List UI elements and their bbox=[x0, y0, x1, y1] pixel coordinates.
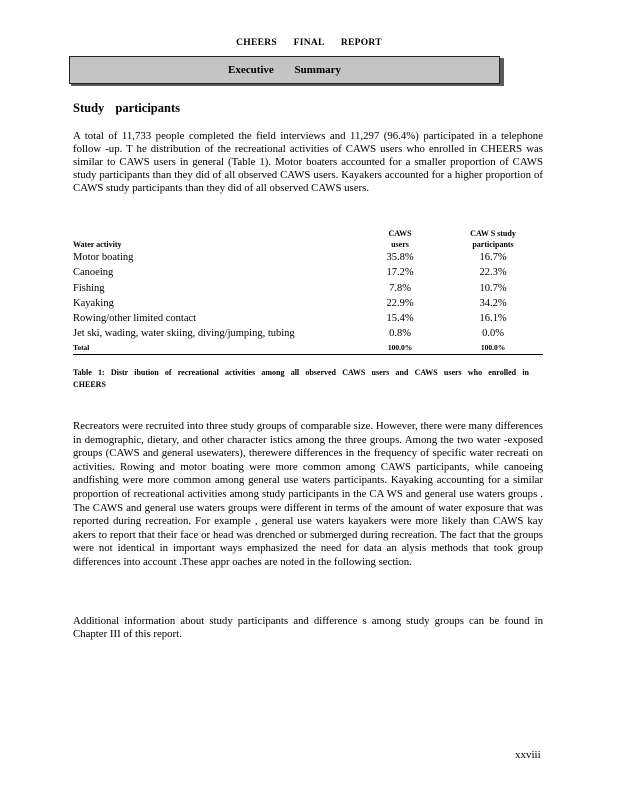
cell-caws-participants: 34.2% bbox=[479, 297, 507, 309]
cell-activity: Jet ski, wading, water skiing, diving/jumping, tubing bbox=[73, 328, 295, 340]
page-number: xxviii bbox=[515, 749, 541, 761]
cell-total-label: Total bbox=[73, 342, 357, 355]
column-header-caws-participants bbox=[443, 228, 543, 250]
table-caption: Table 1: Distr ibution of recreational activities among all observed CAWS users and CAWS users who enrolled in CHEERS bbox=[73, 368, 529, 389]
running-header: CHEERS FINAL REPORT bbox=[236, 38, 382, 48]
cell-activity: Kayaking bbox=[73, 297, 114, 309]
section-banner bbox=[69, 56, 500, 84]
cell-total-caws-users: 100.0% bbox=[357, 342, 443, 355]
header-caws-participants-line2: participants bbox=[472, 240, 514, 249]
header-caws-users-line1: CAWS bbox=[388, 229, 412, 238]
cell-caws-users: 17.2% bbox=[386, 267, 414, 279]
banner-title: Executive Summary bbox=[227, 64, 341, 76]
cell-caws-participants: 0.0% bbox=[482, 328, 504, 340]
paragraph-study-groups: Recreators were recruited into three study groups of comparable size. However, there were many differences in demographic, dietary, and other character istics among the three groups. Among the two water -exposed groups (CAWS and general usewaters), therewere differences in the frequency of specific water recreati on activities. Rowing and motor boating were more common among CAWS participants, while canoeing andfishing were more common among general use waters participants. Kayaking accounting for a similar proportion of recreational activities among study participants in the CA WS and general use waters groups . The CAWS and general use waters groups were different in terms of the amount of water exposure that was reported during recreation. For example , general use waters kayakers were more likely than CAWS kay akers to report that their face or head was drenched or submerged during recreation. The fact that the groups were not identical in important ways emphasized the need for data an alysis methods that took group differences into account .These appr oaches are noted in the following section. bbox=[73, 420, 543, 568]
cell-caws-users: 35.8% bbox=[386, 252, 414, 263]
table-row bbox=[73, 311, 543, 326]
table-row bbox=[73, 265, 543, 280]
column-header-caws-users bbox=[357, 228, 443, 250]
cell-caws-users: 0.8% bbox=[389, 328, 411, 340]
cell-activity: Motor boating bbox=[73, 252, 134, 263]
table-row bbox=[73, 296, 543, 311]
cell-caws-participants: 10.7% bbox=[479, 282, 507, 294]
table-header-row bbox=[73, 228, 543, 250]
activity-table bbox=[73, 228, 543, 355]
section-heading: Study participants bbox=[73, 101, 180, 115]
table-row bbox=[73, 250, 543, 265]
table-total-row bbox=[73, 342, 543, 355]
cell-caws-participants: 16.7% bbox=[479, 252, 507, 263]
header-caws-participants-line1: CAW S study bbox=[470, 229, 516, 238]
cell-activity: Canoeing bbox=[73, 267, 114, 279]
cell-caws-participants: 16.1% bbox=[479, 313, 507, 325]
cell-caws-users: 15.4% bbox=[386, 313, 414, 325]
cell-caws-users: 7.8% bbox=[389, 282, 411, 294]
cell-caws-users: 22.9% bbox=[386, 297, 414, 309]
table-row bbox=[73, 326, 543, 341]
table-row bbox=[73, 281, 543, 296]
paragraph-additional-info: Additional information about study participants and difference s among study groups can be found in Chapter III of this report. bbox=[73, 615, 543, 640]
cell-activity: Rowing/other limited contact bbox=[73, 313, 197, 325]
cell-total-caws-participants: 100.0% bbox=[443, 342, 543, 355]
paragraph-participants-summary: A total of 11,733 people completed the field interviews and 11,297 (96.4%) participated in a telephone follow -up. T he distribution of the recreational activities of CAWS users who enrolled in CHEERS was similar to CAWS users in general (Table 1). Motor boaters accounted for a smaller proportion of CAWS study participants than they did of all observed CAWS users. Kayakers accounted for a higher proportion of CAWS study participants than they did of all observed CAWS users. bbox=[73, 130, 543, 194]
header-caws-users-line2: users bbox=[391, 240, 409, 249]
cell-caws-participants: 22.3% bbox=[479, 267, 507, 279]
cell-activity: Fishing bbox=[73, 282, 105, 294]
column-header-activity: Water activity bbox=[73, 240, 122, 249]
